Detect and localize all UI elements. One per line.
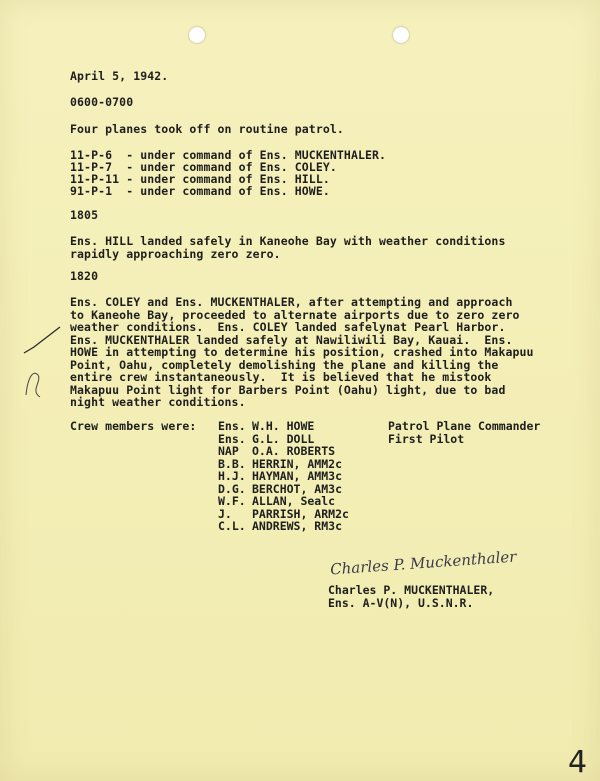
crew-rank: B.B. xyxy=(218,456,246,471)
paragraph-line: Ens. COLEY and Ens. MUCKENTHALER, after attempting and approach xyxy=(70,295,513,309)
crew-name: ANDREWS, RM3c xyxy=(252,519,343,533)
document-date: April 5, 1942. xyxy=(70,69,169,83)
crew-rank: Ens. xyxy=(218,419,246,433)
paragraph-line: Ens. MUCKENTHALER landed safely at Nawiliwili Bay, Kauai. Ens. xyxy=(70,332,513,347)
typed-signature-rank: Ens. A-V(N), U.S.N.R. xyxy=(328,596,474,610)
crew-name: W.H. HOWE xyxy=(252,419,315,433)
time-heading: 0600-0700 xyxy=(70,95,134,109)
crew-name: HERRIN, AMM2c xyxy=(252,456,343,471)
paragraph-line: entire crew instantaneously. It is believed that he mistook xyxy=(70,370,492,384)
crew-name: G.L. DOLL xyxy=(252,431,315,446)
crew-rank: D.G. xyxy=(218,481,246,496)
paragraph-line: Ens. HILL landed safely in Kaneohe Bay with weather conditions xyxy=(70,234,506,248)
paragraph-line: weather conditions. Ens. COLEY landed safelynat Pearl Harbor. xyxy=(70,320,506,334)
time-heading: 1805 xyxy=(70,208,99,222)
handwritten-signature: Charles P. Muckenthaler xyxy=(329,547,517,579)
time-heading: 1820 xyxy=(70,269,99,283)
crew-rank: NAP xyxy=(218,444,239,458)
crew-role: Patrol Plane Commander xyxy=(388,419,541,433)
crew-label: Crew members were: xyxy=(70,419,197,433)
crew-role: First Pilot xyxy=(388,431,465,446)
crew-name: PARRISH, ARM2c xyxy=(252,506,349,521)
margin-checkmark-icon xyxy=(20,325,65,415)
crew-rank: Ens. xyxy=(218,431,246,446)
paragraph: Four planes took off on routine patrol. xyxy=(70,122,344,136)
paragraph-line: Makapuu Point light for Barbers Point (Oahu) light, due to bad xyxy=(70,382,506,397)
plane-entry: 11-P-6 - under command of Ens. MUCKENTHALER. xyxy=(70,148,387,162)
typed-signature-name: Charles P. MUCKENTHALER, xyxy=(328,583,495,597)
punch-hole xyxy=(189,27,205,43)
crew-rank: H.J. xyxy=(218,469,246,483)
crew-rank: C.L. xyxy=(218,519,246,533)
plane-entry: 91-P-1 - under command of Ens. HOWE. xyxy=(70,184,330,198)
paragraph-line: HOWE in attempting to determine his position, crashed into Makapuu xyxy=(70,345,534,359)
punch-hole xyxy=(393,27,409,43)
crew-name: ALLAN, Sealc xyxy=(252,494,336,508)
page-number: 4 xyxy=(568,745,588,780)
crew-name: O.A. ROBERTS xyxy=(252,444,336,458)
crew-rank: W.F. xyxy=(218,494,246,508)
crew-name: HAYMAN, AMM3c xyxy=(252,469,343,483)
paragraph-line: to Kaneohe Bay, proceeded to alternate airports due to zero zero xyxy=(70,307,520,322)
paragraph-line: rapidly approaching zero zero. xyxy=(70,247,281,261)
crew-rank: J. xyxy=(218,506,232,521)
plane-entry: 11-P-7 - under command of Ens. COLEY. xyxy=(70,160,337,174)
paragraph-line: night weather conditions. xyxy=(70,395,246,409)
crew-name: BERCHOT, AM3c xyxy=(252,481,343,496)
paragraph-line: Point, Oahu, completely demolishing the plane and killing the xyxy=(70,357,499,372)
plane-entry: 11-P-11 - under command of Ens. HILL. xyxy=(70,172,330,186)
